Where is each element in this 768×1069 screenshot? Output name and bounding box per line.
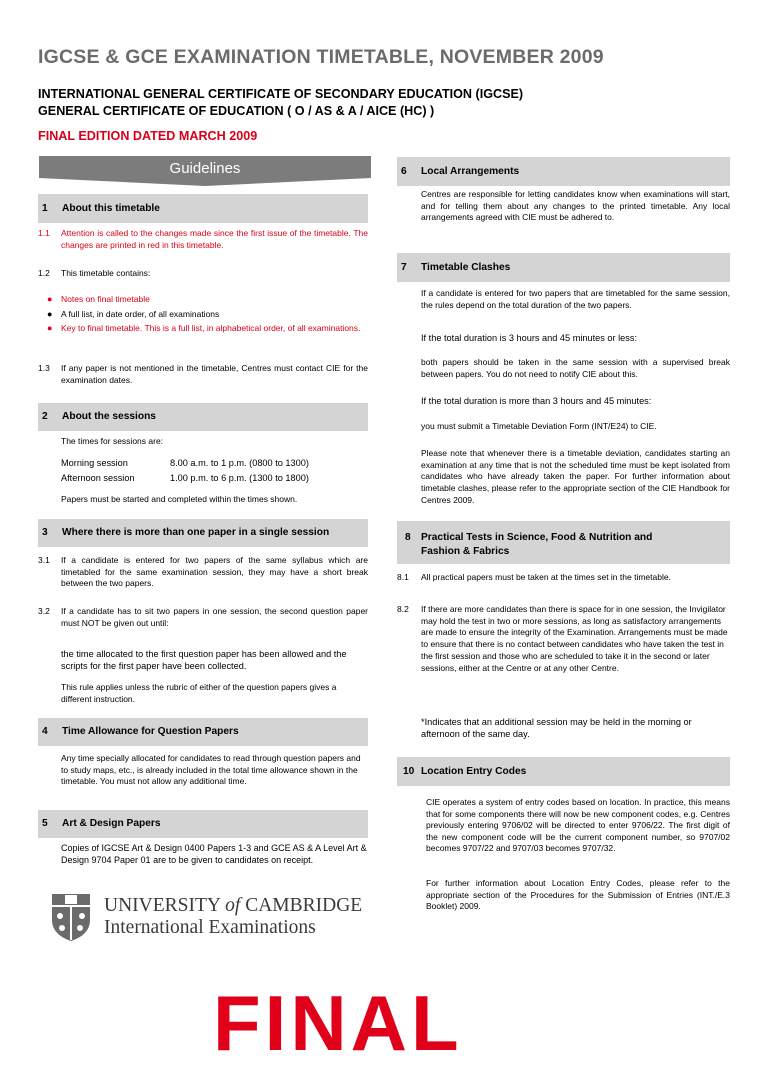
bullet-icon: ● xyxy=(47,308,53,319)
location-codes-text: CIE operates a system of entry codes based on location. In practice, this means that for some components there will now be new component codes, e.g. Centres previously entering 9706/02 will be directed to enter 9706/22. The first digit of the new component code will be the current component number, so 9707/02 becomes 9707/22 and 9707/03 becomes 9707/32. xyxy=(426,797,730,853)
paragraph-1-2: 1.2 This timetable contains: xyxy=(38,268,151,278)
list-item: ● Notes on final timetable xyxy=(47,294,150,304)
section-6-header xyxy=(397,157,730,186)
sessions-note: Papers must be started and completed within the times shown. xyxy=(61,494,298,504)
clashes-condition-less: If the total duration is 3 hours and 45 minutes or less: xyxy=(421,333,638,343)
section-number: 4 xyxy=(42,726,48,737)
local-arrangements-text: Centres are responsible for letting candidates know when examinations will start, and for telling them about any changes to the printed timetable. Any local arrangements agreed with CIE must be adhered to. xyxy=(421,189,730,223)
paragraph-3-1: 3.1 If a candidate is entered for two papers of the same syllabus which are timetabled for the same examination session, they may have a short break between the two papers. xyxy=(38,555,368,589)
paragraph-3-2-rule: This rule applies unless the rubric of either of the question papers gives a different instruction. xyxy=(61,682,337,704)
section-number: 3 xyxy=(42,527,48,538)
clashes-condition-more: If the total duration is more than 3 hours and 45 minutes: xyxy=(421,396,652,406)
paragraph-1-1: 1.1 Attention is called to the changes made since the first issue of the timetable. The changes are printed in red in this timetable. xyxy=(38,228,368,250)
logo-university: UNIVERSITY of CAMBRIDGE xyxy=(104,895,363,916)
paragraph-1-3: 1.3 If any paper is not mentioned in the timetable, Centres must contact CIE for the examination dates. xyxy=(38,363,368,385)
section-title-continued: Fashion & Fabrics xyxy=(421,546,510,557)
section-number: 2 xyxy=(42,411,48,422)
list-item: ● A full list, in date order, of all examinations xyxy=(47,308,220,319)
subtitle-igcse: INTERNATIONAL GENERAL CERTIFICATE OF SECONDARY EDUCATION (IGCSE) xyxy=(38,87,524,101)
clashes-deviation-note: Please note that whenever there is a timetable deviation, candidates starting an examination at any time that is not the scheduled time must be kept isolated from candidates who have already taken the paper. For further information about timetable clashes, please refer to the appropriate section of the CIE Handbook for Centres 2009. xyxy=(421,448,730,505)
subtitle-gce: GENERAL CERTIFICATE OF EDUCATION ( O / AS & A / AICE (HC) ) xyxy=(38,104,435,118)
logo-international-examinations: International Examinations xyxy=(104,917,316,938)
afternoon-session-label: Afternoon session xyxy=(61,473,135,483)
paragraph-8-1: 8.1 All practical papers must be taken at the times set in the timetable. xyxy=(397,572,671,582)
paragraph-3-2: 3.2 If a candidate has to sit two papers in one session, the second question paper must NOT be given out until: xyxy=(38,606,368,628)
time-allowance-text: Any time specially allocated for candidates to read through question papers and to study maps, etc., is already included in the total time allowance shown in the timetable. You must not allow any additional time. xyxy=(61,753,361,787)
morning-session-label: Morning session xyxy=(61,458,128,468)
bullet-icon: ● xyxy=(47,323,53,333)
bullet-icon: ● xyxy=(47,294,53,304)
section-number: 5 xyxy=(42,818,48,829)
section-title: Practical Tests in Science, Food & Nutrition and xyxy=(421,532,653,543)
final-watermark: FINAL xyxy=(213,979,463,1067)
contents-list xyxy=(38,294,368,335)
paragraph-8-2: 8.2 If there are more candidates than there is space for in one session, the Invigilator may hold the test in two or more sessions, as long as satisfactory arrangements are made to ensure the integrity of the Examination. Arrangements must be made to ensure that there is no contact between candidates who have taken the test in the first session and those who are scheduled to take it in the second or later sessions, either at the Centre or at any other Centre. xyxy=(397,604,728,673)
section-number: 10 xyxy=(403,766,415,777)
sessions-intro: The times for sessions are: xyxy=(61,436,164,446)
section-1-header xyxy=(38,194,368,223)
section-title: Art & Design Papers xyxy=(62,818,161,829)
list-item: ● Key to final timetable. This is a full list, in alphabetical order, of all examinations. xyxy=(47,323,361,333)
section-4-header xyxy=(38,718,368,746)
section-title: Time Allowance for Question Papers xyxy=(62,726,239,737)
section-number: 8 xyxy=(405,532,411,543)
section-2-header xyxy=(38,403,368,431)
section-8-header xyxy=(397,521,730,564)
cambridge-crest-icon xyxy=(50,892,92,942)
section-number: 6 xyxy=(401,166,407,177)
section-number: 7 xyxy=(401,262,407,273)
paragraph-3-2-condition: the time allocated to the first question paper has been allowed and the scripts for the first paper have been collected. xyxy=(61,649,347,671)
page-title: IGCSE & GCE EXAMINATION TIMETABLE, NOVEMBER 2009 xyxy=(38,46,604,68)
guidelines-label: Guidelines xyxy=(169,160,241,177)
section-5-header xyxy=(38,810,368,838)
section-title: Where there is more than one paper in a single session xyxy=(62,527,330,538)
section-10-header xyxy=(397,757,730,786)
clashes-action-less: both papers should be taken in the same session with a supervised break between papers. You do not need to notify CIE about this. xyxy=(421,357,730,379)
location-codes-reference: For further information about Location Entry Codes, please refer to the appropriate section of the Procedures for the Submission of Entries (INT./E.3 Booklet) 2009. xyxy=(426,878,730,911)
section-title: Location Entry Codes xyxy=(421,766,527,777)
section-3-header xyxy=(38,519,368,547)
section-title: Timetable Clashes xyxy=(421,262,511,273)
edition-notice: FINAL EDITION DATED MARCH 2009 xyxy=(38,129,258,143)
morning-session-time: 8.00 a.m. to 1 p.m. (0800 to 1300) xyxy=(170,458,309,468)
section-7-header xyxy=(397,253,730,282)
section-title: Local Arrangements xyxy=(421,166,520,177)
section-title: About this timetable xyxy=(62,203,160,214)
guidelines-banner xyxy=(39,156,371,194)
additional-session-note: *Indicates that an additional session may be held in the morning or afternoon of the same day. xyxy=(421,717,692,739)
clashes-action-more: you must submit a Timetable Deviation Form (INT/E24) to CIE. xyxy=(421,421,657,431)
section-number: 1 xyxy=(42,203,48,214)
clashes-rule: If a candidate is entered for two papers that are timetabled for the same session, the rules depend on the total duration of the two papers. xyxy=(421,288,730,310)
art-design-text: Copies of IGCSE Art & Design 0400 Papers 1-3 and GCE AS & A Level Art & Design 9704 Paper 01 are to be given to candidates on receipt. xyxy=(61,843,367,865)
afternoon-session-time: 1.00 p.m. to 6 p.m. (1300 to 1800) xyxy=(170,473,309,483)
section-title: About the sessions xyxy=(62,411,156,422)
